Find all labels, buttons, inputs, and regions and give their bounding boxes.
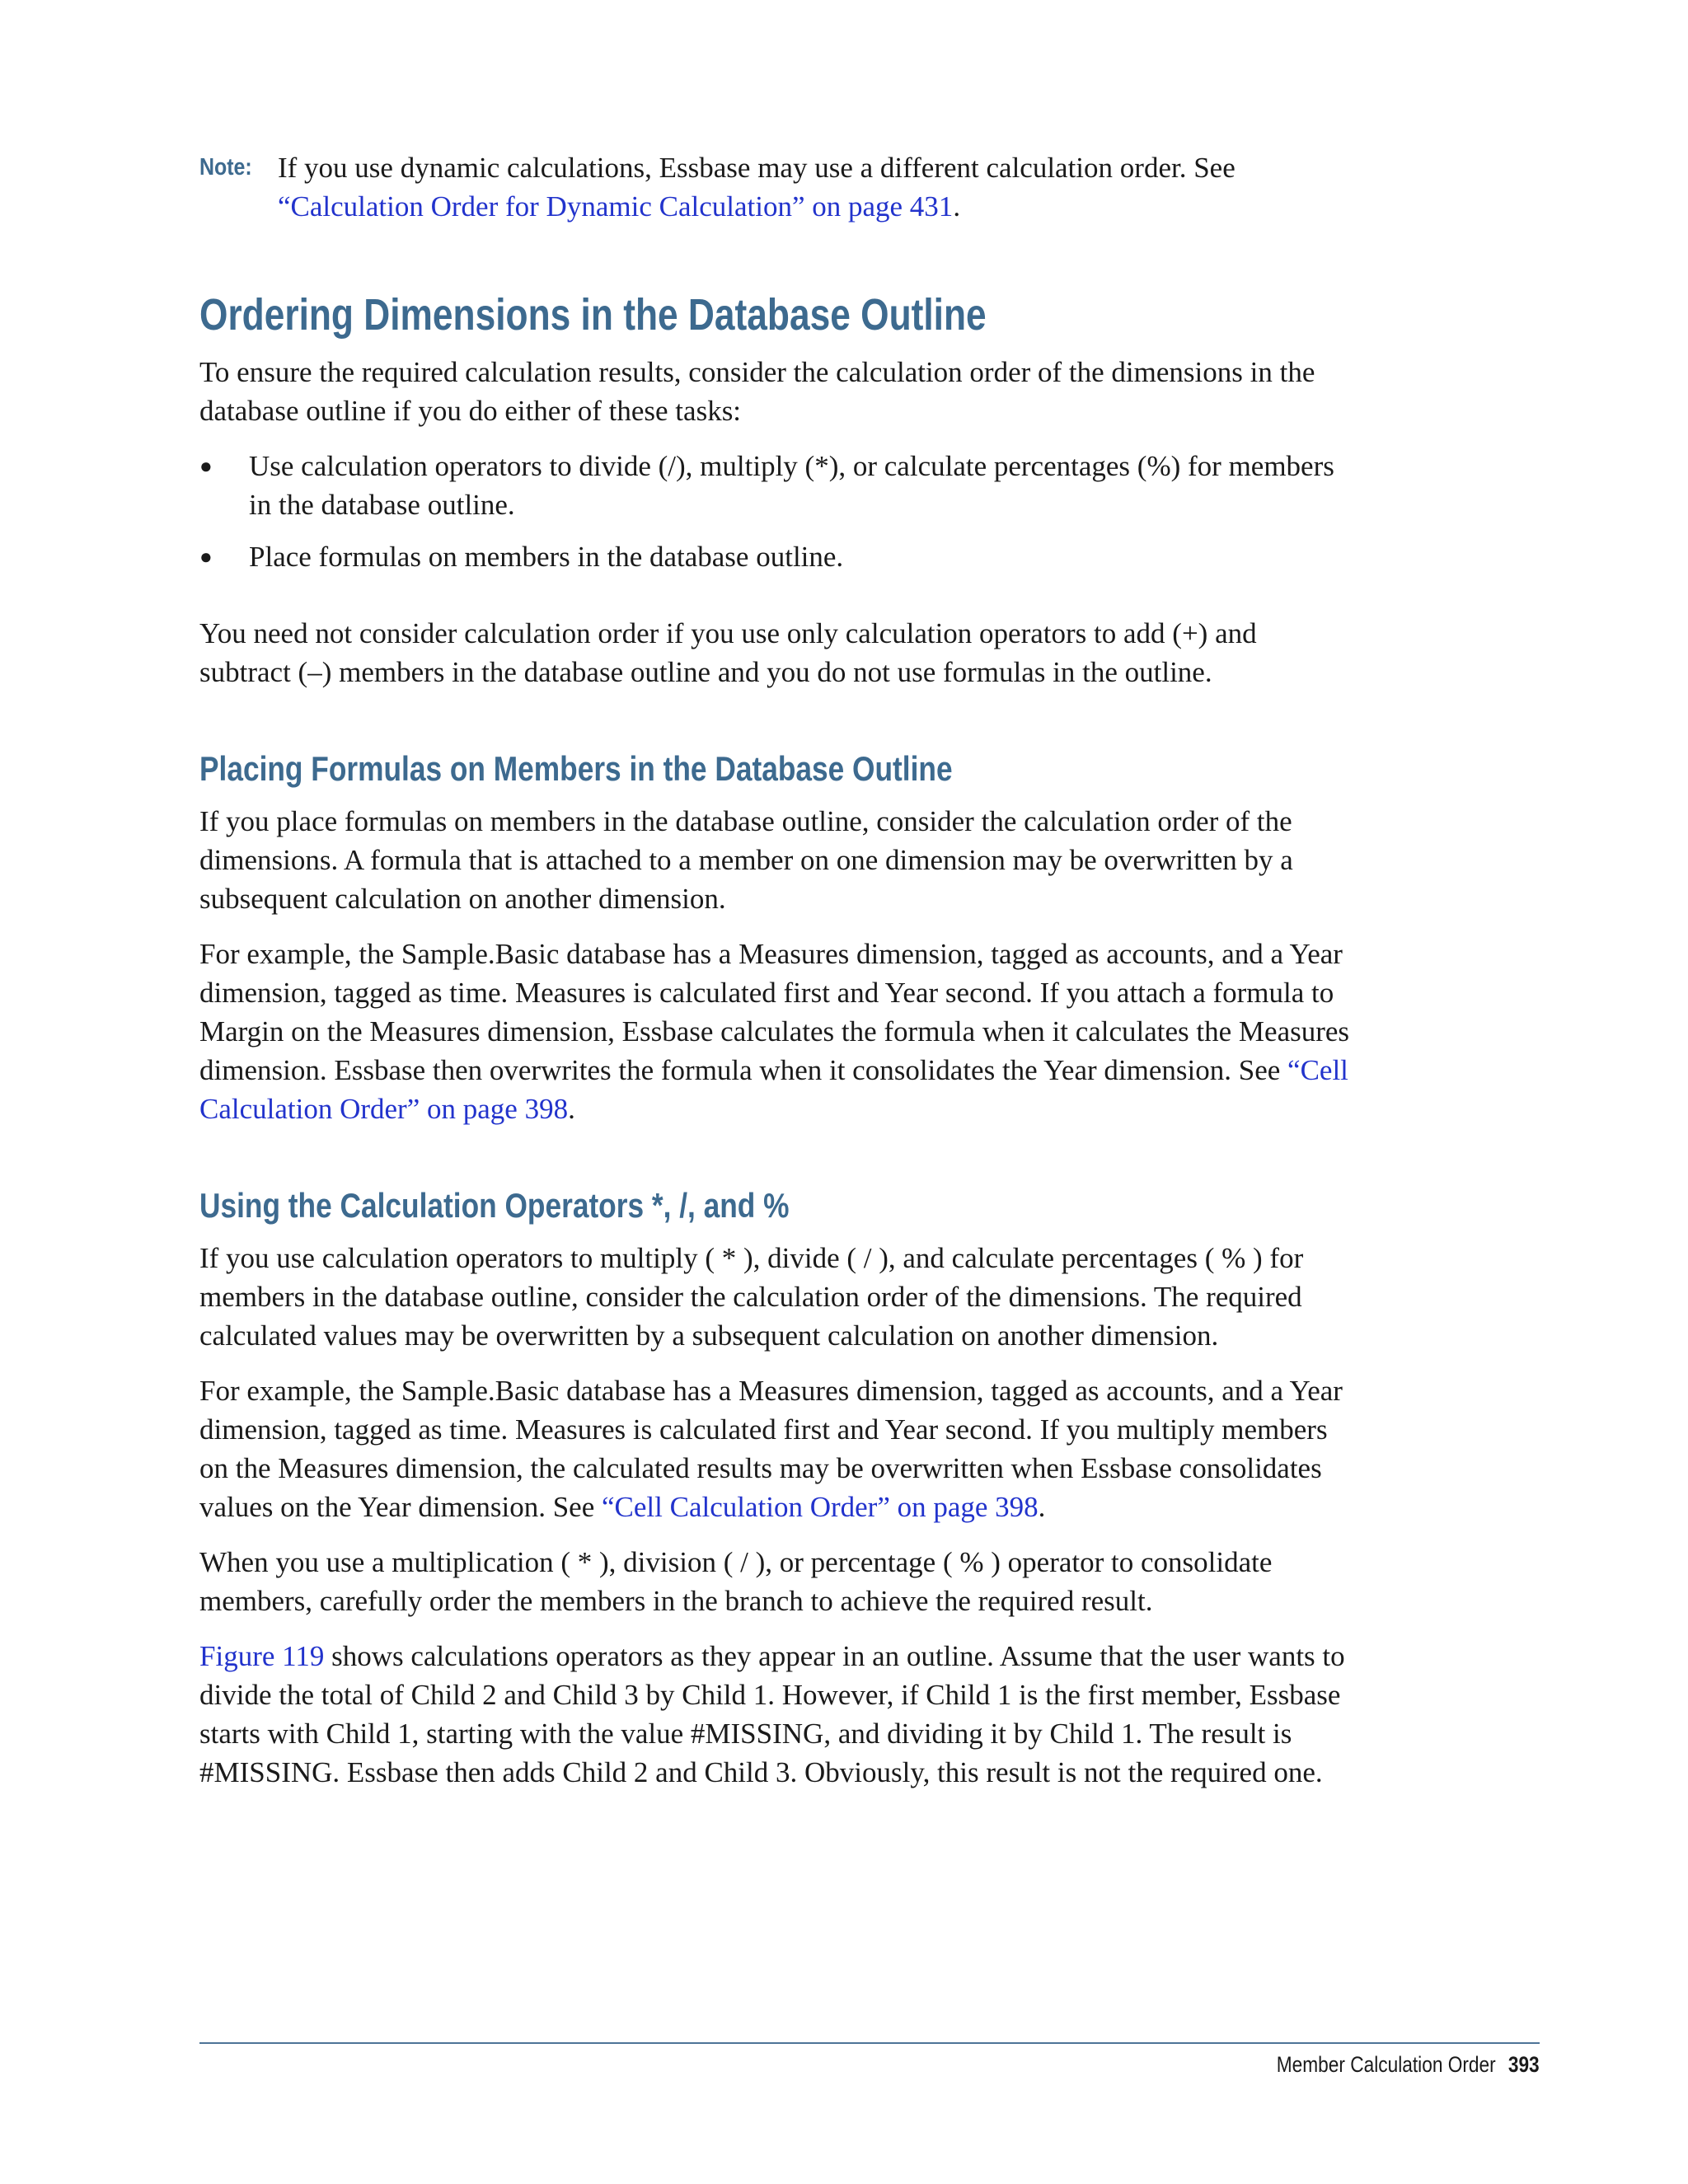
figure-link[interactable]: Figure 119 xyxy=(199,1640,325,1672)
operators-paragraph-4 xyxy=(199,1637,1353,1792)
page-content xyxy=(199,148,1353,1792)
page-number: 393 xyxy=(1508,2052,1540,2077)
page-footer xyxy=(1277,2050,1540,2079)
formulas-heading: Placing Formulas on Members in the Database Outline xyxy=(199,749,953,788)
formulas-p2-after: . xyxy=(568,1093,575,1125)
note-label: Note: xyxy=(199,154,252,180)
section-closing: You need not consider calculation order if you use only calculation operators to add (+) and subtract (–) members in the database outline and you do not use formulas in the outline. xyxy=(199,617,1257,688)
operators-paragraph-2 xyxy=(199,1371,1353,1526)
operators-p2-link[interactable]: “Cell Calculation Order” on page 398 xyxy=(601,1491,1039,1523)
operators-paragraph-1: If you use calculation operators to multiply ( * ), divide ( / ), and calculate percentages ( % ) for members in the database outline, consider the calculation order of the dimensions. The required calculated values may be overwritten by a subsequent calculation on another dimension. xyxy=(199,1242,1304,1352)
bullet-text: Use calculation operators to divide (/), multiply (*), or calculate percentages (%) for members in the database outline. xyxy=(249,450,1334,521)
bullet-list xyxy=(199,447,1353,576)
section-intro: To ensure the required calculation results, consider the calculation order of the dimensions in the database outline if you do either of these tasks: xyxy=(199,356,1315,427)
operators-p4-text: shows calculations operators as they appear in an outline. Assume that the user wants to divide the total of Child 2 and Child 3 by Child 1. However, if Child 1 is the first member, Essbase starts with Child 1, starting with the value #MISSING, and dividing it by Child 1. The result is #MISSING. Essbase then adds Child 2 and Child 3. Obviously, this result is not the required one. xyxy=(199,1640,1345,1788)
footer-rule xyxy=(199,2042,1540,2044)
operators-p2-text: For example, the Sample.Basic database has a Measures dimension, tagged as accounts, and a Year dimension, tagged as time. Measures is calculated first and Year second. If you multiply members on the Measures dimension, the calculated results may be overwritten when Essbase consolidates values on the Year dimension. See xyxy=(199,1375,1343,1523)
operators-heading: Using the Calculation Operators *, /, and % xyxy=(199,1186,790,1225)
note-link[interactable]: “Calculation Order for Dynamic Calculation” on page 431 xyxy=(278,190,954,223)
section-heading: Ordering Dimensions in the Database Outline xyxy=(199,290,987,340)
note-block xyxy=(199,148,1353,226)
bullet-icon: ● xyxy=(199,454,213,478)
operators-p2-after: . xyxy=(1038,1491,1046,1523)
note-text xyxy=(278,148,1353,226)
note-text-after: . xyxy=(953,190,961,223)
operators-paragraph-3: When you use a multiplication ( * ), division ( / ), or percentage ( % ) operator to consolidate members, carefully order the members in the branch to achieve the required result. xyxy=(199,1546,1273,1617)
list-item xyxy=(199,537,1353,576)
list-item xyxy=(199,447,1353,524)
formulas-paragraph-1: If you place formulas on members in the database outline, consider the calculation order of the dimensions. A formula that is attached to a member on one dimension may be overwritten by a subsequent calculation on another dimension. xyxy=(199,805,1293,915)
bullet-text: Place formulas on members in the database outline. xyxy=(249,541,844,573)
footer-chapter-title: Member Calculation Order xyxy=(1277,2052,1497,2077)
formulas-p2-link[interactable]: “Cell Calculation Order” on page 398 xyxy=(199,1054,1348,1125)
formulas-paragraph-2 xyxy=(199,935,1353,1128)
formulas-p2-text: For example, the Sample.Basic database has a Measures dimension, tagged as accounts, and a Year dimension, tagged as time. Measures is calculated first and Year second. If you attach a formula to Margin on the Measures dimension, Essbase calculates the formula when it calculates the Measures dimension. Essbase then overwrites the formula when it consolidates the Year dimension. See xyxy=(199,938,1350,1086)
bullet-icon: ● xyxy=(199,545,213,569)
note-text-before: If you use dynamic calculations, Essbase may use a different calculation order. See xyxy=(278,152,1236,184)
